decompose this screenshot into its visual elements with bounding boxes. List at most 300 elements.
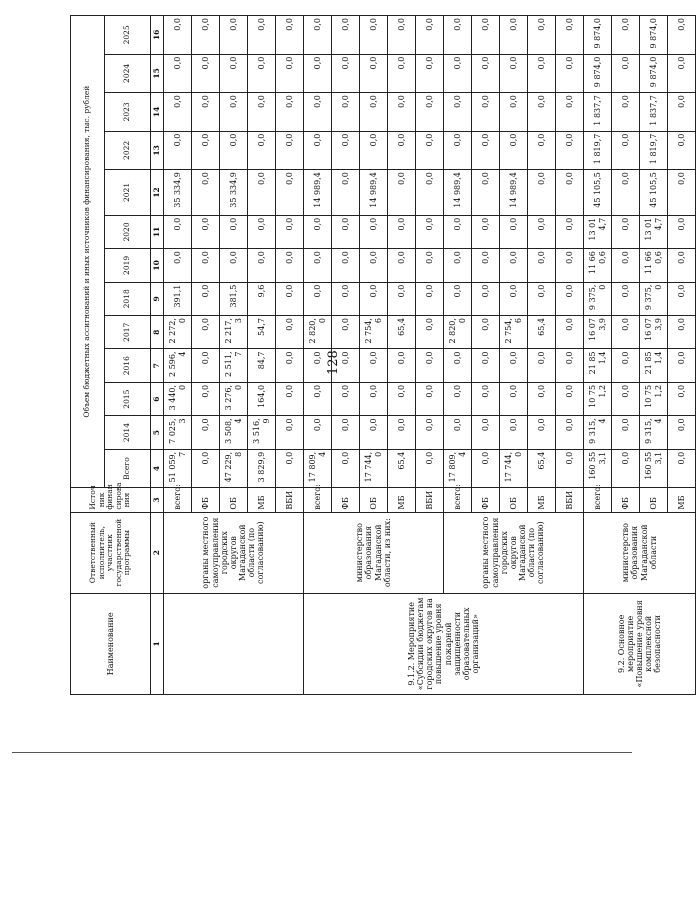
funding-source-cell: всего: xyxy=(444,488,472,512)
header-year: 2025 xyxy=(105,16,151,55)
total-value-cell: 47 229,8 xyxy=(220,449,248,488)
executor-cell: министерство образования Магаданской области xyxy=(584,512,696,593)
funding-source-cell: ФБ xyxy=(612,488,640,512)
year-value-cell: 0,0 xyxy=(388,54,416,93)
year-value-cell: 0,0 xyxy=(248,93,276,132)
year-value-cell: 1 819,7 xyxy=(640,131,668,170)
year-value-cell: 9 375,0 xyxy=(640,282,668,315)
year-value-cell: 0,0 xyxy=(332,131,360,170)
year-value-cell: 0,0 xyxy=(332,215,360,248)
year-value-cell: 0,0 xyxy=(304,349,332,382)
year-value-cell: 65,4 xyxy=(388,316,416,349)
year-value-cell: 0,0 xyxy=(612,416,640,449)
total-value-cell: 51 059,7 xyxy=(164,449,192,488)
year-value-cell: 54,7 xyxy=(248,316,276,349)
year-value-cell: 0,0 xyxy=(528,170,556,216)
year-value-cell: 11 660,6 xyxy=(640,249,668,282)
year-value-cell: 2 820,0 xyxy=(304,316,332,349)
total-value-cell: 0,0 xyxy=(556,449,584,488)
year-value-cell: 0,0 xyxy=(444,349,472,382)
year-value-cell: 164,0 xyxy=(248,382,276,415)
year-value-cell: 0,0 xyxy=(360,131,388,170)
year-value-cell: 1 819,7 xyxy=(584,131,612,170)
year-value-cell: 9 874,0 xyxy=(640,54,668,93)
year-value-cell: 10 751,2 xyxy=(640,382,668,415)
year-value-cell: 0,0 xyxy=(472,54,500,93)
year-value-cell: 0,0 xyxy=(248,249,276,282)
year-value-cell: 0,0 xyxy=(444,249,472,282)
year-value-cell: 2 596,4 xyxy=(164,349,192,382)
year-value-cell: 45 105,5 xyxy=(584,170,612,216)
year-value-cell: 0,0 xyxy=(416,282,444,315)
year-value-cell: 0,0 xyxy=(192,316,220,349)
year-value-cell: 0,0 xyxy=(668,131,696,170)
header-year: 2020 xyxy=(105,215,151,248)
year-value-cell: 0,0 xyxy=(612,93,640,132)
year-value-cell: 0,0 xyxy=(164,249,192,282)
year-value-cell: 0,0 xyxy=(472,316,500,349)
year-value-cell: 0,0 xyxy=(472,349,500,382)
funding-source-cell: ВБИ xyxy=(276,488,304,512)
year-value-cell: 0,0 xyxy=(472,16,500,55)
year-value-cell: 0,0 xyxy=(332,382,360,415)
year-value-cell: 9 315,4 xyxy=(584,416,612,449)
header-year: 2021 xyxy=(105,170,151,216)
funding-source-cell: ФБ xyxy=(192,488,220,512)
column-number: 7 xyxy=(151,349,164,382)
total-value-cell: 0,0 xyxy=(416,449,444,488)
year-value-cell: 0,0 xyxy=(556,54,584,93)
header-name: Наименование xyxy=(71,593,151,694)
year-value-cell: 3 516,9 xyxy=(248,416,276,449)
column-number: 5 xyxy=(151,416,164,449)
column-number: 8 xyxy=(151,316,164,349)
year-value-cell: 381,5 xyxy=(220,282,248,315)
year-value-cell: 0,0 xyxy=(668,282,696,315)
year-value-cell: 0,0 xyxy=(304,215,332,248)
year-value-cell: 0,0 xyxy=(276,54,304,93)
column-number: 14 xyxy=(151,93,164,132)
year-value-cell: 0,0 xyxy=(416,54,444,93)
total-value-cell: 17 809,4 xyxy=(444,449,472,488)
year-value-cell: 0,0 xyxy=(192,16,220,55)
year-value-cell: 0,0 xyxy=(500,382,528,415)
year-value-cell: 0,0 xyxy=(220,131,248,170)
year-value-cell: 0,0 xyxy=(556,316,584,349)
year-value-cell: 0,0 xyxy=(192,249,220,282)
year-value-cell: 0,0 xyxy=(528,16,556,55)
year-value-cell: 0,0 xyxy=(668,316,696,349)
year-value-cell: 0,0 xyxy=(500,131,528,170)
column-number: 2 xyxy=(151,512,164,593)
year-value-cell: 9 874,0 xyxy=(584,54,612,93)
year-value-cell: 0,0 xyxy=(304,93,332,132)
total-value-cell: 3 829,9 xyxy=(248,449,276,488)
year-value-cell: 0,0 xyxy=(276,170,304,216)
funding-source-cell: всего: xyxy=(584,488,612,512)
year-value-cell: 0,0 xyxy=(668,93,696,132)
column-number-row xyxy=(151,16,164,695)
year-value-cell: 0,0 xyxy=(416,382,444,415)
year-value-cell: 0,0 xyxy=(668,249,696,282)
year-value-cell: 0,0 xyxy=(388,416,416,449)
year-value-cell: 0,0 xyxy=(360,16,388,55)
total-value-cell: 65,4 xyxy=(528,449,556,488)
year-value-cell: 0,0 xyxy=(556,416,584,449)
year-value-cell: 0,0 xyxy=(276,349,304,382)
year-value-cell: 2 754,6 xyxy=(360,316,388,349)
year-value-cell: 0,0 xyxy=(416,131,444,170)
year-value-cell: 0,0 xyxy=(164,131,192,170)
year-value-cell: 0,0 xyxy=(668,416,696,449)
budget-table xyxy=(70,15,696,695)
year-value-cell: 0,0 xyxy=(500,93,528,132)
year-value-cell: 0,0 xyxy=(416,249,444,282)
year-value-cell: 0,0 xyxy=(556,282,584,315)
year-value-cell: 2 217,3 xyxy=(220,316,248,349)
year-value-cell: 0,0 xyxy=(556,170,584,216)
year-value-cell: 0,0 xyxy=(360,54,388,93)
year-value-cell: 0,0 xyxy=(528,282,556,315)
year-value-cell: 0,0 xyxy=(192,93,220,132)
year-value-cell: 0,0 xyxy=(668,382,696,415)
column-number: 10 xyxy=(151,249,164,282)
table-row xyxy=(304,16,332,695)
year-value-cell: 0,0 xyxy=(164,93,192,132)
year-value-cell: 0,0 xyxy=(332,282,360,315)
funding-source-cell: ОБ xyxy=(360,488,388,512)
year-value-cell: 14 989,4 xyxy=(444,170,472,216)
column-number: 6 xyxy=(151,382,164,415)
year-value-cell: 0,0 xyxy=(444,215,472,248)
year-value-cell: 0,0 xyxy=(332,54,360,93)
header-source: Источ ник финан сирова ния xyxy=(71,488,151,512)
year-value-cell: 11 660,6 xyxy=(584,249,612,282)
page-number: 128 xyxy=(326,350,341,375)
year-value-cell: 13 014,7 xyxy=(584,215,612,248)
year-value-cell: 0,0 xyxy=(556,382,584,415)
column-number: 15 xyxy=(151,54,164,93)
year-value-cell: 0,0 xyxy=(612,131,640,170)
year-value-cell: 0,0 xyxy=(164,16,192,55)
year-value-cell: 0,0 xyxy=(416,316,444,349)
year-value-cell: 9 315,4 xyxy=(640,416,668,449)
funding-source-cell: ВБИ xyxy=(556,488,584,512)
year-value-cell: 0,0 xyxy=(556,93,584,132)
year-value-cell: 0,0 xyxy=(388,16,416,55)
year-value-cell: 0,0 xyxy=(500,416,528,449)
total-value-cell: 0,0 xyxy=(472,449,500,488)
year-value-cell: 0,0 xyxy=(500,282,528,315)
year-value-cell: 0,0 xyxy=(500,349,528,382)
year-value-cell: 0,0 xyxy=(388,349,416,382)
header-year: 2018 xyxy=(105,282,151,315)
year-value-cell: 0,0 xyxy=(612,215,640,248)
funding-source-cell: ОБ xyxy=(640,488,668,512)
year-value-cell: 0,0 xyxy=(388,282,416,315)
year-value-cell: 0,0 xyxy=(248,131,276,170)
year-value-cell: 0,0 xyxy=(304,54,332,93)
year-value-cell: 0,0 xyxy=(528,131,556,170)
year-value-cell: 9,6 xyxy=(248,282,276,315)
year-value-cell: 0,0 xyxy=(416,93,444,132)
header-volume: Объем бюджетных ассигнований и иных источников финансирования, тыс. рублей xyxy=(71,16,105,488)
year-value-cell: 0,0 xyxy=(332,93,360,132)
year-value-cell: 0,0 xyxy=(360,382,388,415)
year-value-cell: 0,0 xyxy=(444,16,472,55)
year-value-cell: 0,0 xyxy=(416,349,444,382)
total-value-cell: 0,0 xyxy=(668,449,696,488)
year-value-cell: 0,0 xyxy=(164,54,192,93)
rotated-table-container xyxy=(70,15,686,695)
year-value-cell: 0,0 xyxy=(192,416,220,449)
header-year: 2024 xyxy=(105,54,151,93)
column-number: 9 xyxy=(151,282,164,315)
year-value-cell: 0,0 xyxy=(192,54,220,93)
year-value-cell: 7 025,3 xyxy=(164,416,192,449)
column-number: 4 xyxy=(151,449,164,488)
year-value-cell: 0,0 xyxy=(192,170,220,216)
year-value-cell: 35 334,9 xyxy=(220,170,248,216)
year-value-cell: 0,0 xyxy=(500,215,528,248)
year-value-cell: 21 851,4 xyxy=(640,349,668,382)
event-name-cell: 9.2. Основное мероприятие «Повышение уровня комплексной безопасности xyxy=(584,593,696,694)
year-value-cell: 0,0 xyxy=(528,416,556,449)
year-value-cell: 0,0 xyxy=(472,215,500,248)
column-number: 11 xyxy=(151,215,164,248)
year-value-cell: 0,0 xyxy=(332,316,360,349)
funding-source-cell: ОБ xyxy=(500,488,528,512)
year-value-cell: 0,0 xyxy=(248,16,276,55)
year-value-cell: 0,0 xyxy=(556,349,584,382)
executor-cell: органы местного самоуправления городских округов Магаданской области (по согласованию) xyxy=(164,512,304,593)
funding-source-cell: ФБ xyxy=(332,488,360,512)
year-value-cell: 0,0 xyxy=(276,93,304,132)
year-value-cell: 0,0 xyxy=(276,16,304,55)
year-value-cell: 0,0 xyxy=(192,215,220,248)
table-row xyxy=(164,16,192,695)
column-number: 12 xyxy=(151,170,164,216)
year-value-cell: 9 874,0 xyxy=(584,16,612,55)
year-value-cell: 0,0 xyxy=(668,170,696,216)
year-value-cell: 0,0 xyxy=(332,349,360,382)
year-value-cell: 0,0 xyxy=(528,54,556,93)
funding-source-cell: ВБИ xyxy=(416,488,444,512)
total-value-cell: 17 744,0 xyxy=(500,449,528,488)
year-value-cell: 0,0 xyxy=(304,282,332,315)
total-value-cell: 160 553,1 xyxy=(584,449,612,488)
column-number: 16 xyxy=(151,16,164,55)
year-value-cell: 3 276,0 xyxy=(220,382,248,415)
year-value-cell: 0,0 xyxy=(472,249,500,282)
table-row xyxy=(444,16,472,695)
year-value-cell: 0,0 xyxy=(220,93,248,132)
funding-source-cell: ОБ xyxy=(220,488,248,512)
total-value-cell: 17 744,0 xyxy=(360,449,388,488)
year-value-cell: 0,0 xyxy=(192,131,220,170)
header-year: 2017 xyxy=(105,316,151,349)
year-value-cell: 0,0 xyxy=(612,349,640,382)
year-value-cell: 0,0 xyxy=(388,382,416,415)
year-value-cell: 35 334,9 xyxy=(164,170,192,216)
year-value-cell: 0,0 xyxy=(360,93,388,132)
total-value-cell: 160 553,1 xyxy=(640,449,668,488)
year-value-cell: 0,0 xyxy=(668,54,696,93)
funding-source-cell: МБ xyxy=(668,488,696,512)
year-value-cell: 0,0 xyxy=(668,215,696,248)
year-value-cell: 0,0 xyxy=(556,16,584,55)
year-value-cell: 0,0 xyxy=(360,249,388,282)
year-value-cell: 0,0 xyxy=(220,249,248,282)
year-value-cell: 0,0 xyxy=(276,249,304,282)
year-value-cell: 0,0 xyxy=(388,215,416,248)
year-value-cell: 0,0 xyxy=(612,382,640,415)
year-value-cell: 0,0 xyxy=(556,131,584,170)
year-value-cell: 0,0 xyxy=(360,215,388,248)
year-value-cell: 0,0 xyxy=(528,382,556,415)
page-divider xyxy=(12,752,632,753)
year-value-cell: 0,0 xyxy=(668,349,696,382)
table-row xyxy=(584,16,612,695)
year-value-cell: 0,0 xyxy=(472,282,500,315)
year-value-cell: 0,0 xyxy=(304,416,332,449)
year-value-cell: 65,4 xyxy=(528,316,556,349)
year-value-cell: 0,0 xyxy=(472,93,500,132)
year-value-cell: 2 272,0 xyxy=(164,316,192,349)
year-value-cell: 0,0 xyxy=(192,282,220,315)
total-value-cell: 0,0 xyxy=(192,449,220,488)
year-value-cell: 0,0 xyxy=(304,382,332,415)
year-value-cell: 0,0 xyxy=(472,382,500,415)
year-value-cell: 0,0 xyxy=(612,316,640,349)
year-value-cell: 0,0 xyxy=(360,282,388,315)
year-value-cell: 3 440,0 xyxy=(164,382,192,415)
year-value-cell: 14 989,4 xyxy=(304,170,332,216)
executor-cell: министерство образования Магаданской области, из них: xyxy=(304,512,444,593)
year-value-cell: 0,0 xyxy=(388,93,416,132)
year-value-cell: 14 989,4 xyxy=(360,170,388,216)
column-number: 3 xyxy=(151,488,164,512)
year-value-cell: 0,0 xyxy=(528,349,556,382)
year-value-cell: 0,0 xyxy=(388,249,416,282)
year-value-cell: 13 014,7 xyxy=(640,215,668,248)
year-value-cell: 0,0 xyxy=(556,215,584,248)
header-year: 2022 xyxy=(105,131,151,170)
year-value-cell: 0,0 xyxy=(444,416,472,449)
year-value-cell: 1 837,7 xyxy=(584,93,612,132)
year-value-cell: 3 508,4 xyxy=(220,416,248,449)
year-value-cell: 0,0 xyxy=(304,16,332,55)
year-value-cell: 0,0 xyxy=(444,382,472,415)
funding-source-cell: МБ xyxy=(528,488,556,512)
funding-source-cell: всего: xyxy=(164,488,192,512)
year-value-cell: 0,0 xyxy=(612,249,640,282)
year-value-cell: 0,0 xyxy=(528,93,556,132)
year-value-cell: 0,0 xyxy=(416,416,444,449)
funding-source-cell: всего: xyxy=(304,488,332,512)
total-value-cell: 0,0 xyxy=(612,449,640,488)
year-value-cell: 45 105,5 xyxy=(640,170,668,216)
year-value-cell: 0,0 xyxy=(220,215,248,248)
year-value-cell: 0,0 xyxy=(276,416,304,449)
executor-cell: органы местного самоуправления городских округов Магаданской области (по согласованию) xyxy=(444,512,584,593)
year-value-cell: 0,0 xyxy=(444,54,472,93)
year-value-cell: 0,0 xyxy=(276,282,304,315)
year-value-cell: 0,0 xyxy=(416,170,444,216)
year-value-cell: 16 073,9 xyxy=(584,316,612,349)
year-value-cell: 0,0 xyxy=(472,131,500,170)
year-value-cell: 0,0 xyxy=(248,215,276,248)
year-value-cell: 0,0 xyxy=(612,54,640,93)
year-value-cell: 2 754,6 xyxy=(500,316,528,349)
header-executor: Ответственный исполнитель, участник государственной программы xyxy=(71,512,151,593)
column-number: 1 xyxy=(151,593,164,694)
year-value-cell: 2 511,7 xyxy=(220,349,248,382)
year-value-cell: 391,1 xyxy=(164,282,192,315)
year-value-cell: 0,0 xyxy=(500,249,528,282)
year-value-cell: 0,0 xyxy=(612,282,640,315)
year-value-cell: 0,0 xyxy=(360,416,388,449)
year-value-cell: 10 751,2 xyxy=(584,382,612,415)
year-value-cell: 0,0 xyxy=(388,131,416,170)
header-year: 2014 xyxy=(105,416,151,449)
year-value-cell: 0,0 xyxy=(444,93,472,132)
header-total: Всего xyxy=(105,449,151,488)
year-value-cell: 0,0 xyxy=(416,215,444,248)
year-value-cell: 0,0 xyxy=(332,16,360,55)
year-value-cell: 0,0 xyxy=(472,170,500,216)
funding-source-cell: МБ xyxy=(388,488,416,512)
year-value-cell: 0,0 xyxy=(388,170,416,216)
year-value-cell: 84,7 xyxy=(248,349,276,382)
total-value-cell: 0,0 xyxy=(276,449,304,488)
year-value-cell: 0,0 xyxy=(668,16,696,55)
year-value-cell: 0,0 xyxy=(332,249,360,282)
year-value-cell: 0,0 xyxy=(444,282,472,315)
year-value-cell: 0,0 xyxy=(500,54,528,93)
total-value-cell: 17 809,4 xyxy=(304,449,332,488)
year-value-cell: 0,0 xyxy=(248,170,276,216)
year-value-cell: 0,0 xyxy=(276,131,304,170)
year-value-cell: 0,0 xyxy=(332,170,360,216)
year-value-cell: 0,0 xyxy=(556,249,584,282)
year-value-cell: 0,0 xyxy=(276,316,304,349)
year-value-cell: 0,0 xyxy=(192,349,220,382)
year-value-cell: 0,0 xyxy=(220,54,248,93)
year-value-cell: 0,0 xyxy=(304,249,332,282)
year-value-cell: 0,0 xyxy=(612,16,640,55)
year-value-cell: 0,0 xyxy=(500,16,528,55)
year-value-cell: 1 837,7 xyxy=(640,93,668,132)
total-value-cell: 65,4 xyxy=(388,449,416,488)
year-value-cell: 9 874,0 xyxy=(640,16,668,55)
header-year: 2016 xyxy=(105,349,151,382)
year-value-cell: 0,0 xyxy=(472,416,500,449)
year-value-cell: 0,0 xyxy=(416,16,444,55)
year-value-cell: 0,0 xyxy=(360,349,388,382)
funding-source-cell: МБ xyxy=(248,488,276,512)
year-value-cell: 0,0 xyxy=(248,54,276,93)
year-value-cell: 14 989,4 xyxy=(500,170,528,216)
year-value-cell: 0,0 xyxy=(164,215,192,248)
year-value-cell: 2 820,0 xyxy=(444,316,472,349)
year-value-cell: 0,0 xyxy=(276,215,304,248)
year-value-cell: 16 073,9 xyxy=(640,316,668,349)
year-value-cell: 0,0 xyxy=(220,16,248,55)
year-value-cell: 0,0 xyxy=(528,249,556,282)
year-value-cell: 0,0 xyxy=(612,170,640,216)
year-value-cell: 0,0 xyxy=(444,131,472,170)
